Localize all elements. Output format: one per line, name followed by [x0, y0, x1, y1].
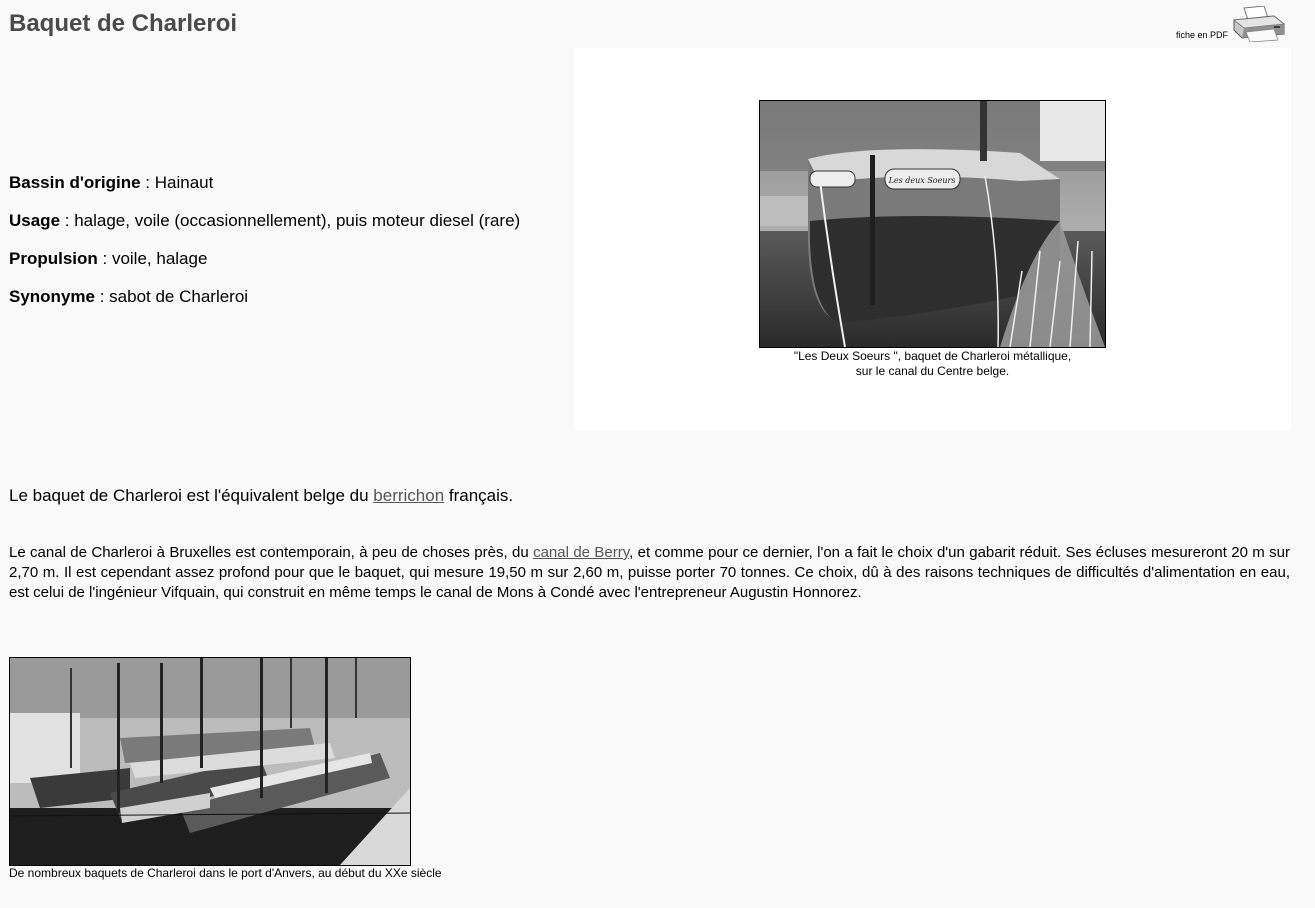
info-usage: [9, 211, 520, 231]
info-value: : voile, halage: [97, 249, 208, 268]
page-title: Baquet de Charleroi: [9, 10, 238, 37]
info-label: Bassin d'origine: [9, 173, 141, 192]
port-photo-caption: De nombreux baquets de Charleroi dans le port d'Anvers, au début du XXe siècle: [9, 866, 442, 880]
caption-line: "Les Deux Soeurs ", baquet de Charleroi métallique,: [793, 349, 1072, 363]
info-value: : Hainaut: [140, 173, 214, 192]
intro-after: français.: [444, 486, 514, 505]
boat-name-plate: Les deux Soeurs: [888, 176, 956, 185]
boat-photo-caption: [574, 349, 1291, 379]
printer-icon: [1230, 6, 1286, 42]
berrichon-link[interactable]: berrichon: [373, 486, 445, 505]
pdf-label: fiche en PDF: [1176, 30, 1229, 40]
boat-photo: [759, 100, 1106, 348]
intro-before: Le baquet de Charleroi est l'équivalent belge du: [9, 486, 374, 505]
caption-line: sur le canal du Centre belge.: [855, 364, 1010, 378]
info-label: Usage: [9, 211, 61, 230]
info-value: : sabot de Charleroi: [94, 287, 249, 306]
info-bassin: [9, 173, 520, 193]
info-propulsion: [9, 249, 520, 269]
info-label: Synonyme: [9, 287, 95, 306]
pdf-download-link[interactable]: [1176, 6, 1286, 42]
info-value: : halage, voile (occasionnellement), puis moteur diesel (rare): [60, 211, 521, 230]
paragraph-before: Le canal de Charleroi à Bruxelles est contemporain, à peu de choses près, du: [9, 544, 534, 561]
boat-info-list: [9, 173, 520, 325]
history-paragraph: [9, 543, 1290, 603]
info-label: Propulsion: [9, 249, 98, 268]
paragraph-after: , et comme pour ce dernier, l'on a fait le choix d'un gabarit réduit. Ses écluses mesureront 20 m sur 2,70 m. Il est cependant assez profond pour que le baquet, qui mesure 19,50 m sur 2,60 m, puisse porter 70 tonnes. Ce choix, dû à des raisons techniques de difficultés d'alimentation en eau, est celui de l'ingénieur Vifquain, qui construit en même temps le canal de Mons à Condé avec l'entrepreneur Augustin Honnorez.: [9, 544, 1291, 601]
intro-text: [9, 486, 513, 506]
photo-panel: [574, 48, 1291, 431]
port-photo: [9, 657, 411, 866]
info-synonyme: [9, 287, 520, 307]
canal-de-berry-link[interactable]: canal de Berry: [533, 544, 630, 561]
